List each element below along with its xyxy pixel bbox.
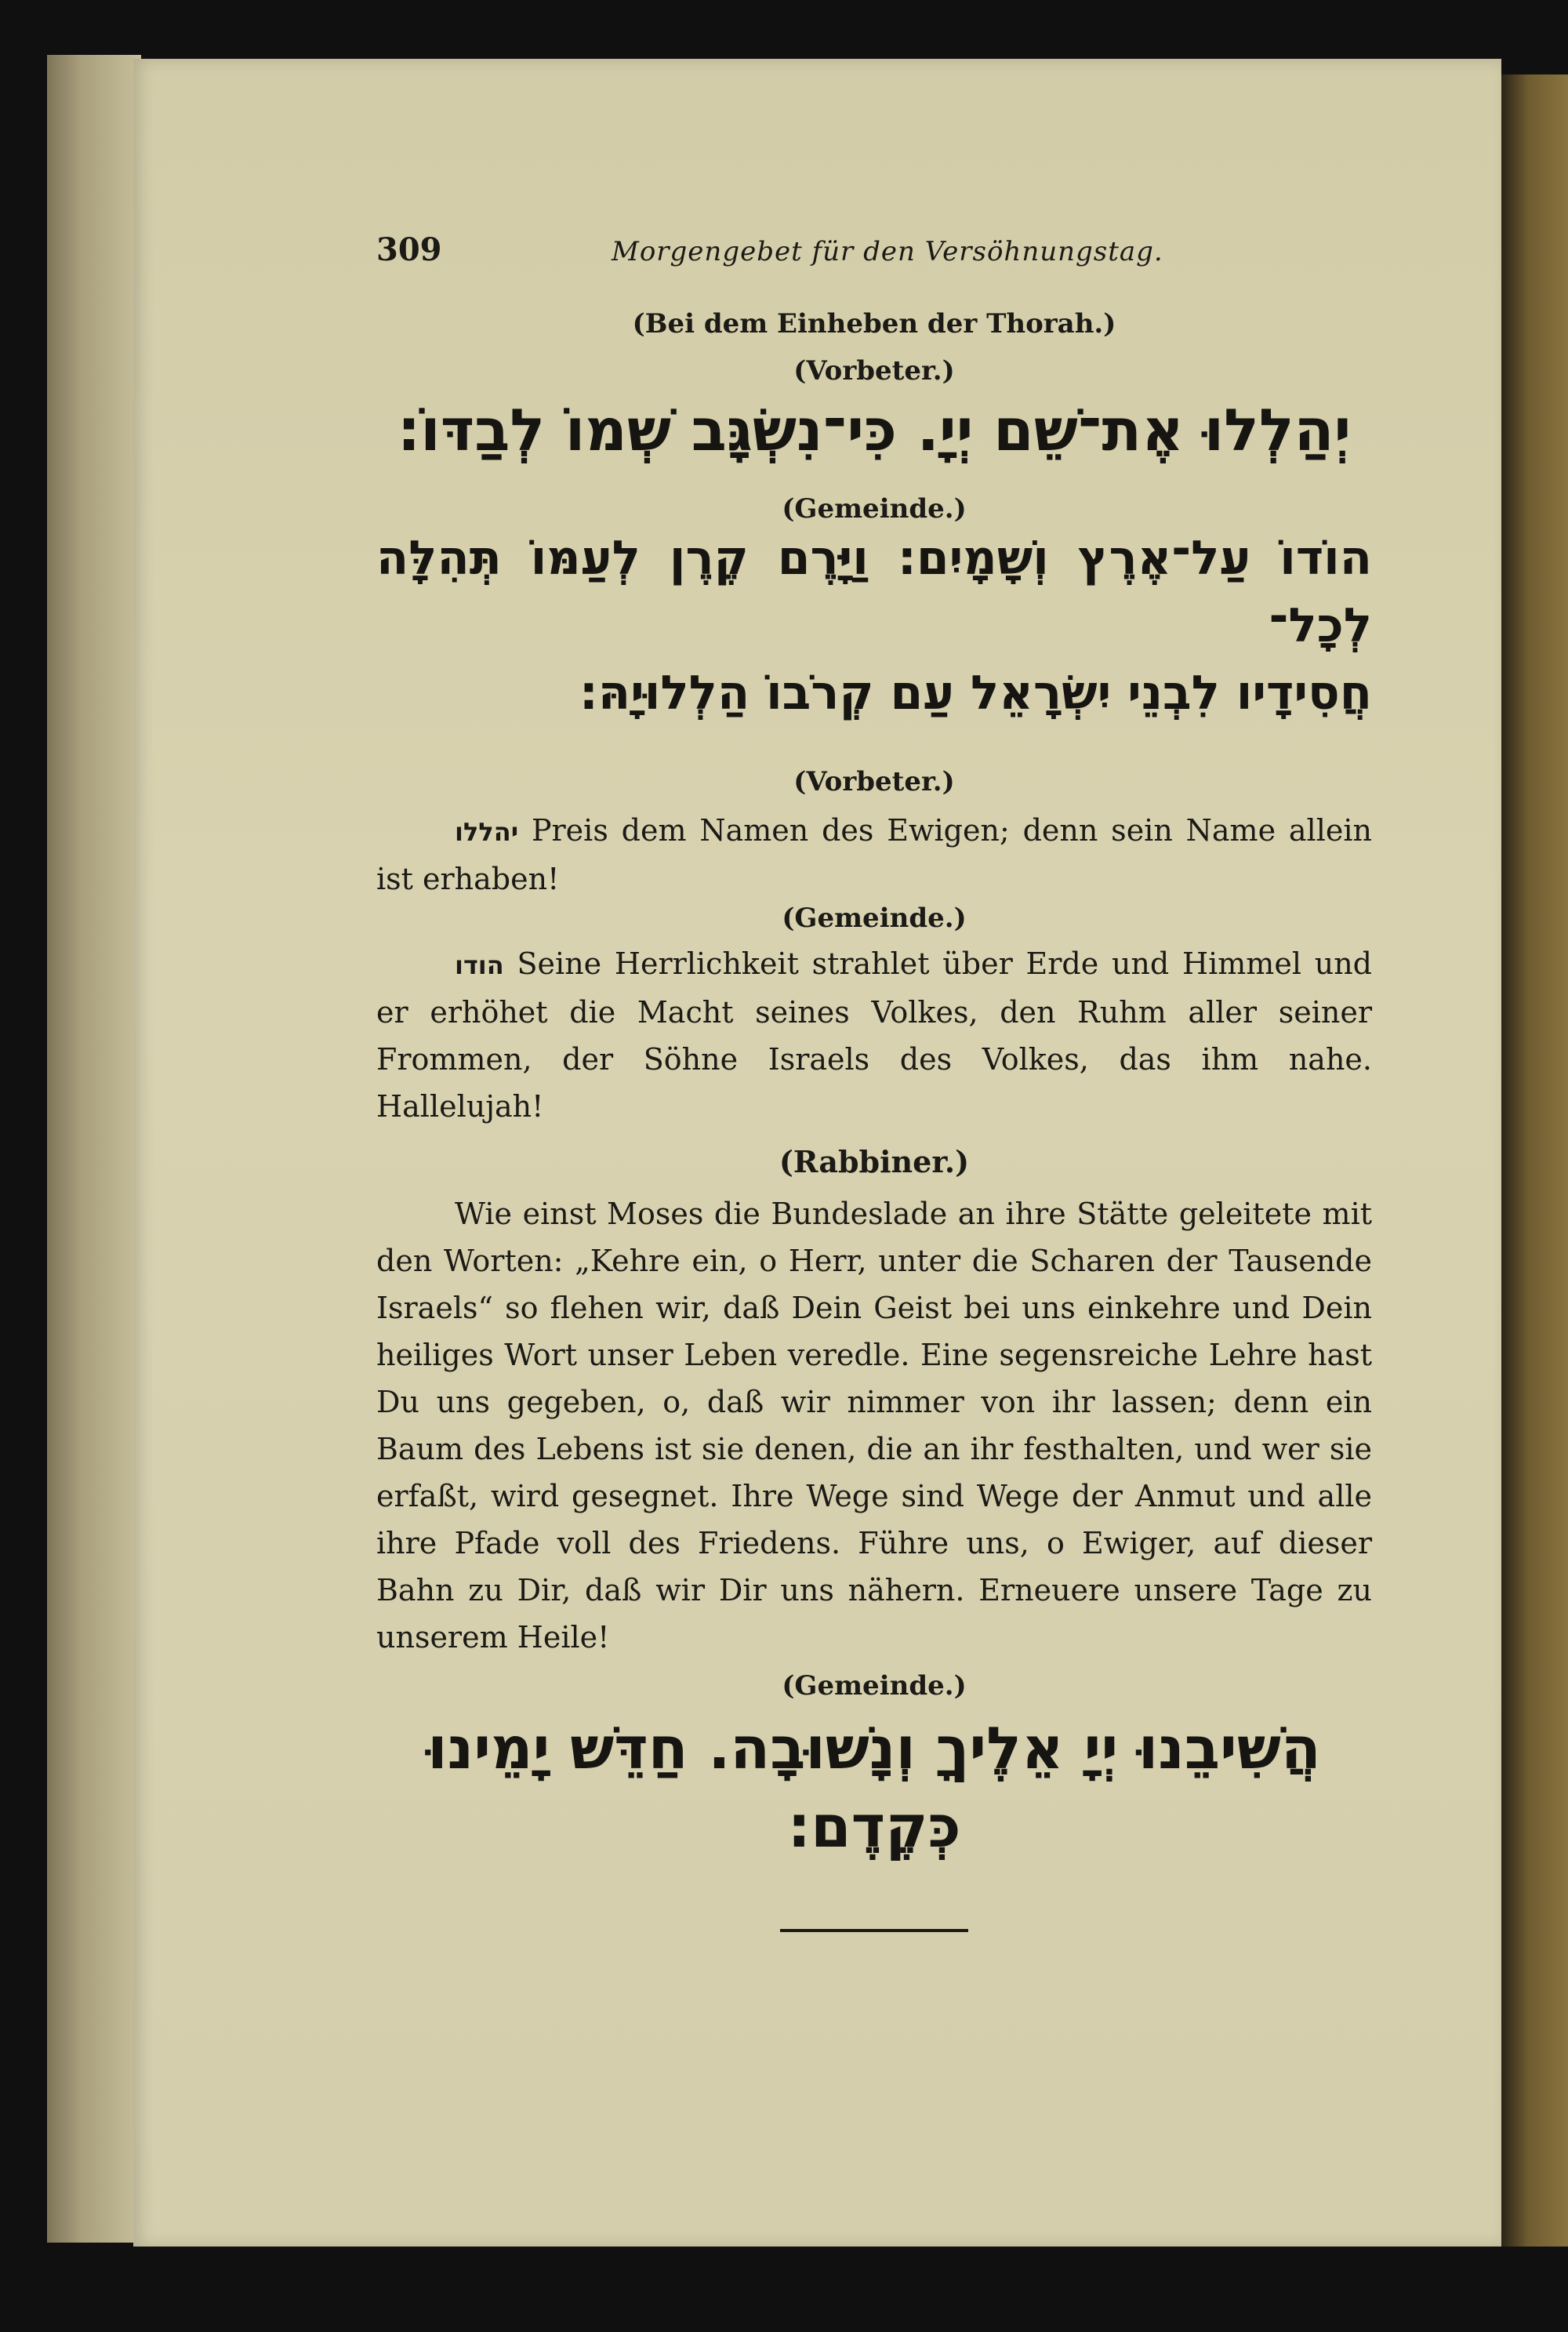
facing-page-edge — [1501, 74, 1568, 2247]
closing-rule — [780, 1929, 968, 1932]
hebrew-verse-yehallelu: יְהַלְלוּ אֶת־שֵׁם יְיָ. כִּי־נִשְׂגָּב שְׁמוֹ לְבַדּוֹ: — [397, 397, 1352, 464]
running-head: Morgengebet für den Versöhnungstag. — [612, 236, 1163, 267]
hebrew-verse-hodo-line-1: הוֹדוֹ עַל־אֶרֶץ וְשָׁמָיִם: וַיָּרֶם קֶרֶן לְעַמּוֹ תְּהִלָּה לְכָל־ — [376, 531, 1372, 653]
rabbi-prayer: Wie einst Moses die Bundeslade an ihre Stätte geleitete mit den Worten: „Kehre ein, o Herr, unter die Scharen der Tausende Israels“ so flehen wir, daß Dein Geist bei uns einkehre und Dein heiliges Wort unser Leben veredle. Eine segensreiche Lehre hast Du uns gegeben, o, daß wir nimmer von ihr lassen; denn ein Baum des Lebens ist sie denen, die an ihr festhalten, und wer sie erfaßt, wird gesegnet. Ihre Wege sind Wege der Anmut und alle ihre Pfade voll des Friedens. Führe uns, o Ewiger, auf dieser Bahn zu Dir, daß wir Dir uns nähern. Erneuere unsere Tage zu unserem Heile! — [376, 1197, 1372, 1655]
page-number: 309 — [376, 231, 442, 268]
rubric-gemeinde: (Gemeinde.) — [782, 493, 967, 525]
hebrew-catchword: הודו — [455, 950, 504, 980]
translation-hodo — [376, 940, 1372, 1130]
book-spine-edge — [47, 55, 141, 2243]
rubric-vorbeter: (Vorbeter.) — [793, 766, 955, 797]
translation-text: Preis dem Namen des Ewigen; denn sein Name allein ist erhaben! — [376, 813, 1372, 896]
hebrew-verse-hodo-line-2: חֲסִידָיו לִבְנֵי יִשְׂרָאֵל עַם קְרֹבוֹ הַלְלוּיָהּ: — [579, 666, 1372, 721]
hebrew-verse-hashivenu: הֲשִׁיבֵנוּ יְיָ אֵלֶיךָ וְנָשׁוּבָה. חַדֵּשׁ יָמֵינוּ כְּקֶדֶם: — [427, 1715, 1321, 1861]
hebrew-catchword: יהללו — [455, 817, 519, 847]
rubric-gemeinde: (Gemeinde.) — [782, 1670, 967, 1702]
page-header — [376, 231, 1372, 278]
rubric-gemeinde: (Gemeinde.) — [782, 903, 967, 934]
rubric-rabbiner: (Rabbiner.) — [779, 1144, 970, 1179]
translation-yehallelu — [376, 807, 1372, 903]
translation-text: Seine Herrlichkeit strahlet über Erde und Himmel und er erhöhet die Macht seines Volkes, den Ruhm aller seiner Frommen, der Söhne Israels des Volkes, das ihm nahe. Hallelujah! — [376, 946, 1372, 1124]
page-content — [376, 231, 1372, 1932]
rubric-einheben: (Bei dem Einheben der Thorah.) — [632, 308, 1116, 340]
rubric-vorbeter: (Vorbeter.) — [793, 355, 955, 387]
